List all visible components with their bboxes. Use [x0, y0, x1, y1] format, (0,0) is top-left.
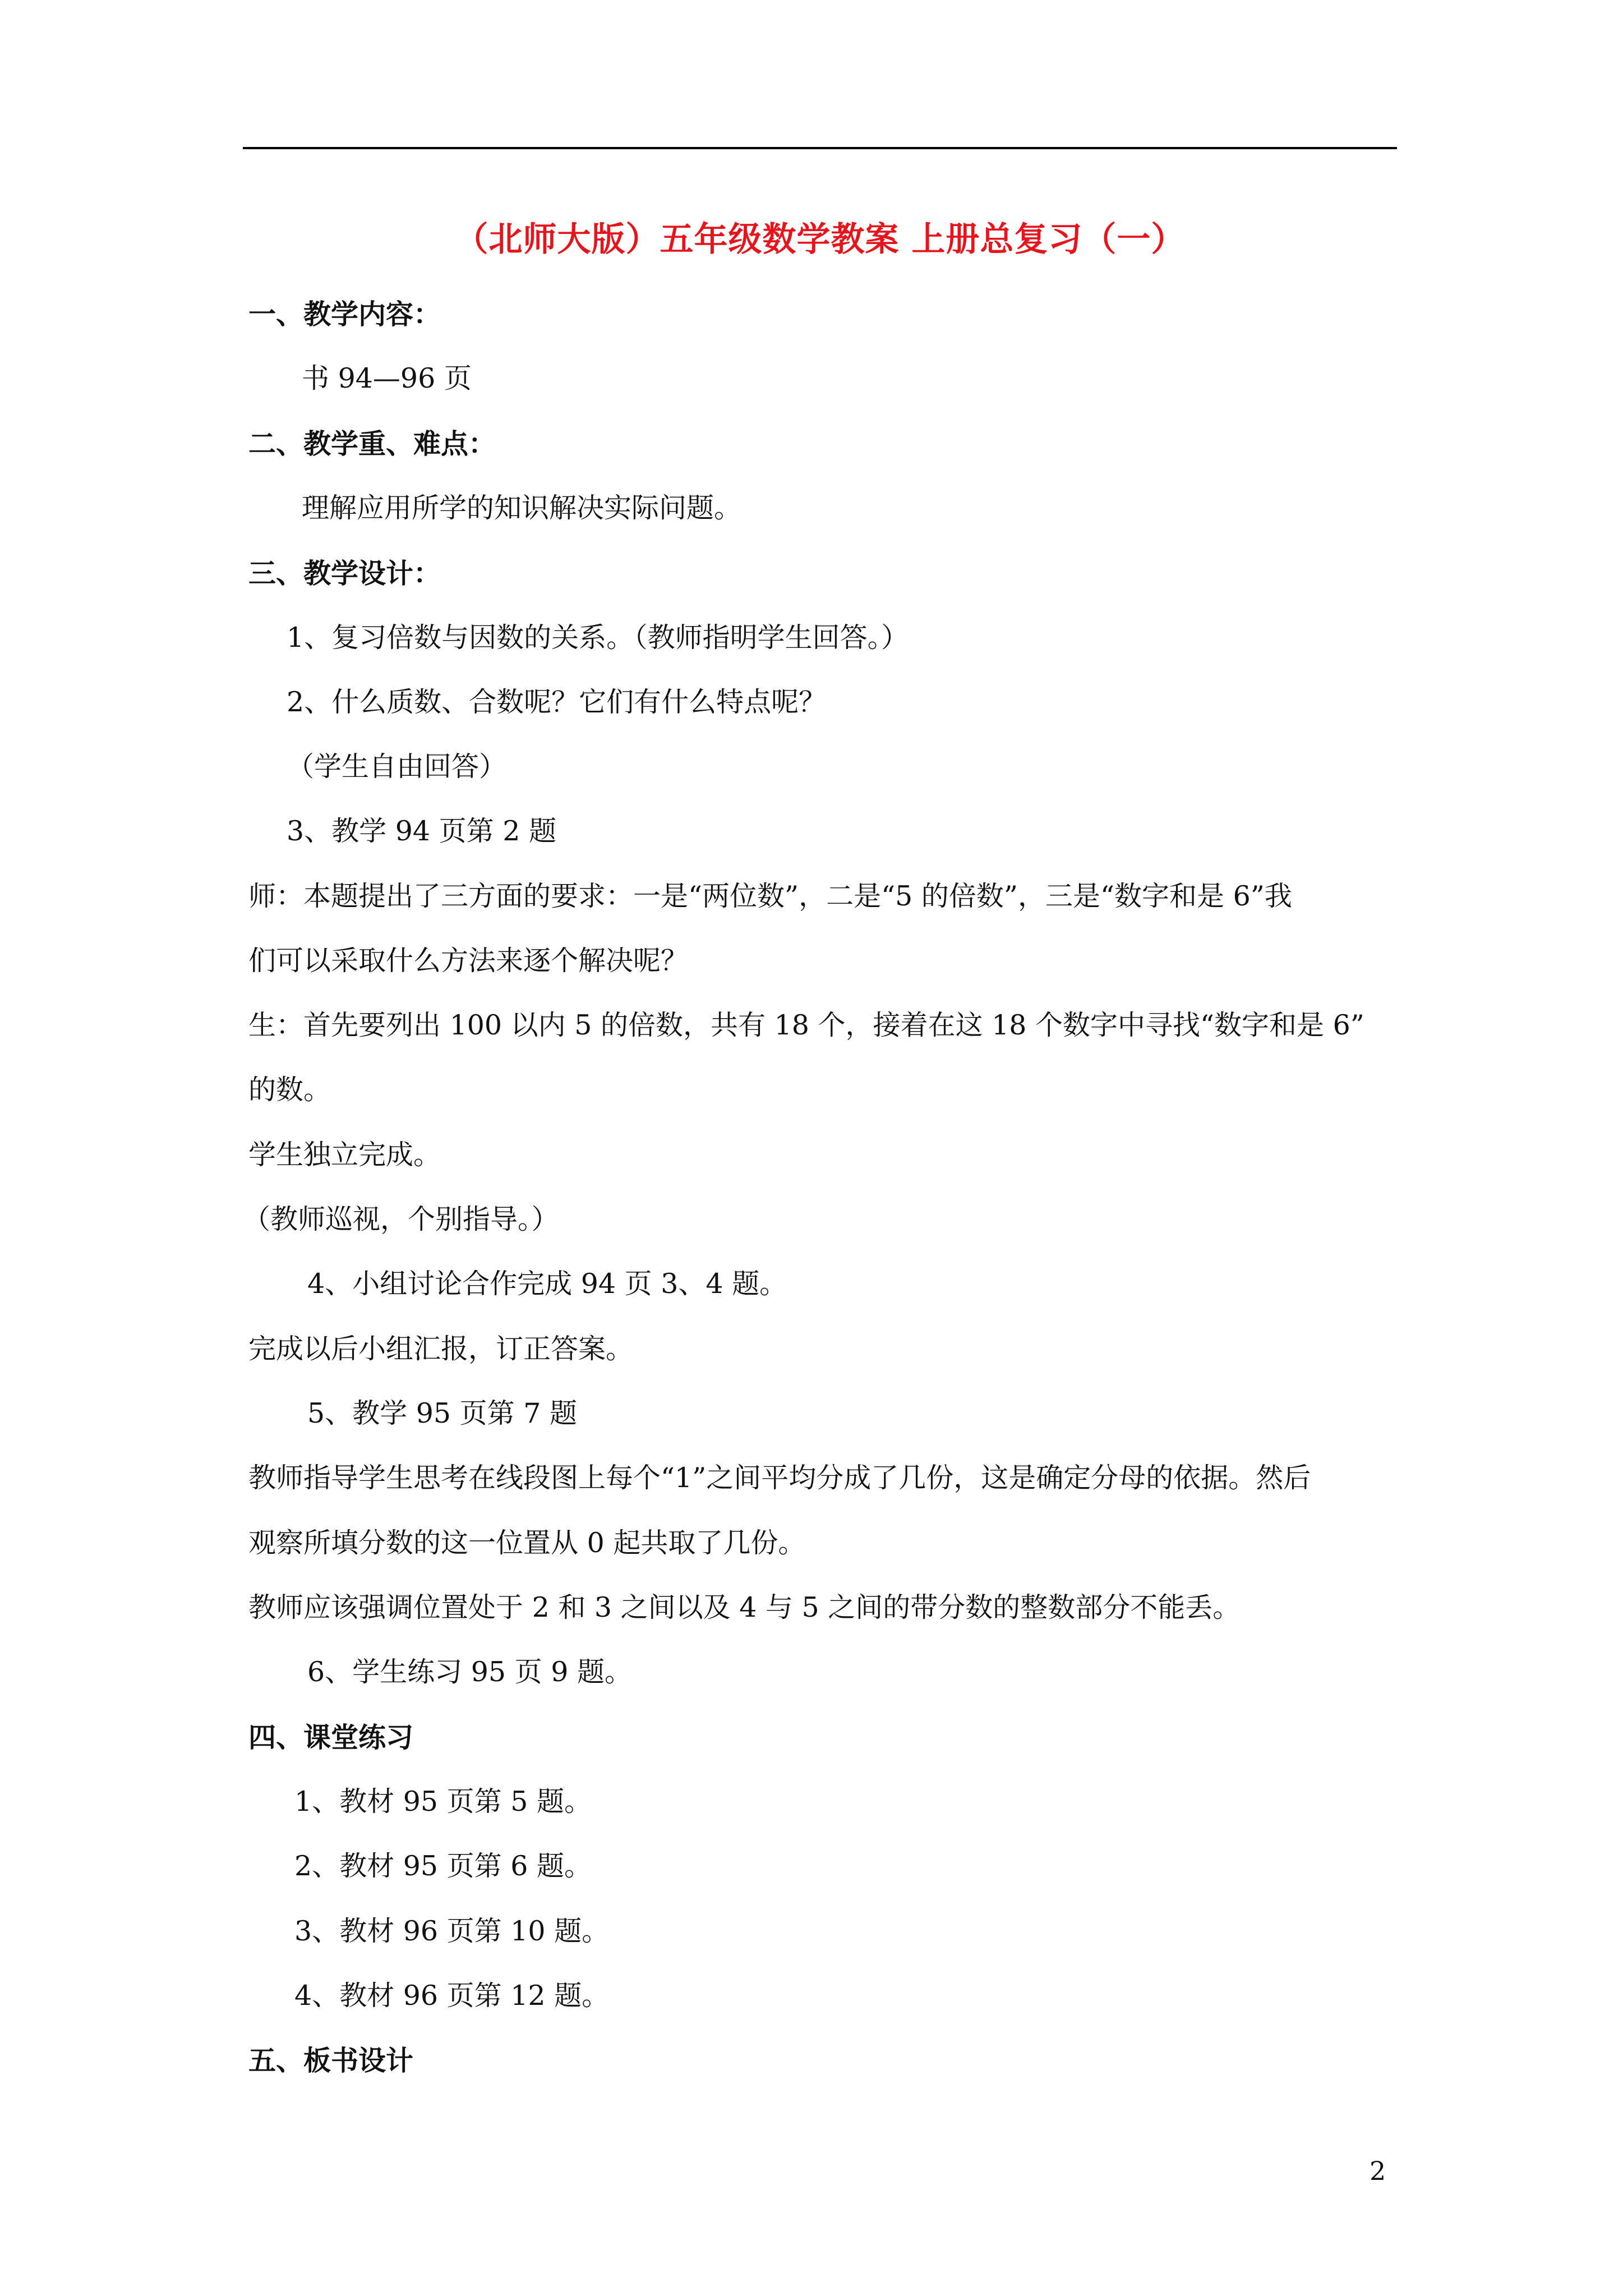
practice-line: 1、教材 95 页第 5 题。 [294, 1786, 592, 1818]
page-number: 2 [1370, 2156, 1386, 2186]
design-line: 5、教学 95 页第 7 题 [307, 1397, 578, 1429]
design-line: 教师应该强调位置处于 2 和 3 之间以及 4 与 5 之间的带分数的整数部分不能丢。 [248, 1591, 1241, 1623]
design-line: 4、小组讨论合作完成 94 页 3、4 题。 [307, 1268, 787, 1300]
design-line: 6、学生练习 95 页 9 题。 [307, 1656, 633, 1688]
design-line: （教师巡视，个别指导。） [243, 1203, 559, 1235]
section-heading-focus: 二、教学重、难点： [248, 427, 496, 460]
practice-line: 2、教材 95 页第 6 题。 [294, 1850, 592, 1882]
design-line: 学生独立完成。 [248, 1139, 441, 1171]
design-line: 2、什么质数、合数呢？它们有什么特点呢？ [287, 686, 827, 718]
section-heading-content: 一、教学内容： [248, 298, 441, 330]
section-heading-board: 五、板书设计 [248, 2044, 414, 2077]
design-line: 的数。 [248, 1074, 331, 1106]
section-heading-practice: 四、课堂练习 [248, 1721, 414, 1754]
document-title: （北师大版）五年级数学教案 上册总复习（一） [454, 220, 1186, 259]
design-line: 1、复习倍数与因数的关系。（教师指明学生回答。） [287, 622, 909, 654]
design-line: 3、教学 94 页第 2 题 [287, 815, 557, 847]
section-heading-design: 三、教学设计： [248, 557, 441, 590]
design-line: 教师指导学生思考在线段图上每个“1”之间平均分成了几份，这是确定分母的依据。然后 [248, 1462, 1311, 1494]
design-line: 生：首先要列出 100 以内 5 的倍数，共有 18 个，接着在这 18 个数字中寻找“数字和是 6” [248, 1009, 1364, 1041]
section-body-content: 书 94—96 页 [302, 362, 472, 394]
section-body-focus: 理解应用所学的知识解决实际问题。 [302, 492, 742, 524]
design-line: 师：本题提出了三方面的要求：一是“两位数”，二是“5 的倍数”，三是“数字和是 6”我 [248, 880, 1292, 912]
design-line: 完成以后小组汇报，订正答案。 [248, 1333, 634, 1365]
design-line: 们可以采取什么方法来逐个解决呢？ [248, 945, 689, 977]
practice-line: 4、教材 96 页第 12 题。 [294, 1980, 610, 2012]
practice-line: 3、教材 96 页第 10 题。 [294, 1915, 610, 1947]
design-line: （学生自由回答） [287, 751, 507, 783]
header-rule [243, 147, 1397, 149]
design-line: 观察所填分数的这一位置从 0 起共取了几份。 [248, 1527, 806, 1559]
